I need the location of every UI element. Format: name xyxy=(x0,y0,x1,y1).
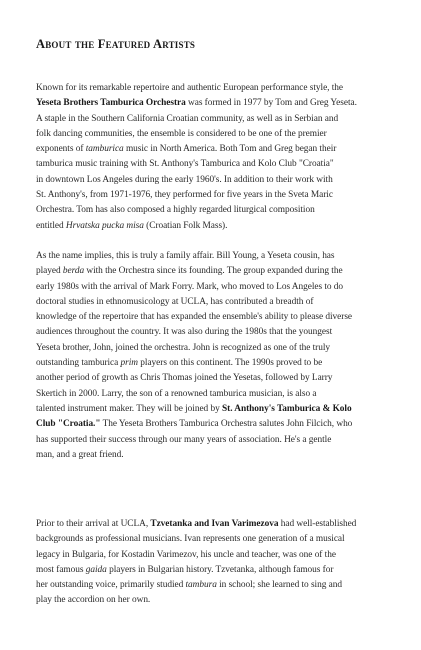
italic-text: gaida xyxy=(85,564,107,575)
text-run: Known for its remarkable repertoire and authentic European performance style, the xyxy=(36,83,344,93)
text-line xyxy=(36,142,397,157)
text-run: had well-established xyxy=(278,519,357,529)
text-line xyxy=(36,548,397,563)
text-line xyxy=(36,387,397,402)
text-run: Orchestra. Tom has also composed a highly regarded liturgical composition xyxy=(36,205,315,216)
text-line xyxy=(36,402,397,417)
text-line xyxy=(36,127,397,142)
text-line xyxy=(36,203,397,218)
text-run: with the Orchestra since its founding. The group expanded during the xyxy=(84,266,343,277)
text-line xyxy=(36,341,397,356)
text-run: her outstanding voice, primarily studied xyxy=(36,580,186,591)
text-line xyxy=(36,249,397,264)
text-line xyxy=(36,219,397,234)
text-run: man, and a great friend. xyxy=(36,449,124,460)
text-line xyxy=(36,264,397,279)
text-line xyxy=(36,325,397,340)
text-line xyxy=(36,188,397,203)
text-run: Skertich in 2000. Larry, the son of a renowned tamburica musician, is also a xyxy=(36,388,317,399)
text-run: music in North America. Both Tom and Greg began their xyxy=(123,144,337,155)
paragraph-varimezova xyxy=(36,517,397,609)
text-line xyxy=(36,532,397,547)
text-run: St. Anthony's, from 1971-1976, they performed for five years in the Sveta Maric xyxy=(36,190,333,201)
text-line xyxy=(36,157,397,172)
paragraph-family-affair xyxy=(36,249,397,463)
text-run: entitled xyxy=(36,220,66,231)
text-run: audiences throughout the country. It was also during the 1980s that the youngest xyxy=(36,327,333,338)
bold-text: Yeseta Brothers Tamburica Orchestra xyxy=(36,98,186,109)
text-run: in downtown Los Angeles during the early 1960's. In addition to their work with xyxy=(36,174,333,185)
text-line xyxy=(36,578,397,593)
text-run: (Croatian Folk Mass). xyxy=(143,220,228,231)
text-run: Yeseta brother, John, joined the orchestra. John is recognized as one of the truly xyxy=(36,342,331,353)
text-line xyxy=(36,280,397,295)
document-page xyxy=(36,36,397,606)
text-line xyxy=(36,356,397,371)
text-run: in school; she learned to sing and xyxy=(216,580,342,591)
text-run: early 1980s with the arrival of Mark Forry. Mark, who moved to Los Angeles to do xyxy=(36,281,344,292)
text-line xyxy=(36,448,397,463)
text-run: players on this continent. The 1990s proved to be xyxy=(138,358,323,369)
section-heading: About the Featured Artists xyxy=(36,37,196,51)
italic-text: prim xyxy=(120,358,138,369)
text-run: another period of growth as Chris Thomas joined the Yesetas, followed by Larry xyxy=(36,373,333,384)
text-run: has supported their success through our many years of association. He's a gentle xyxy=(36,434,332,445)
text-line xyxy=(36,371,397,386)
text-line xyxy=(36,517,397,532)
text-run: Prior to their arrival at UCLA, xyxy=(36,519,151,529)
text-run: most famous xyxy=(36,564,86,575)
text-run: tamburica music training with St. Anthony's Tamburica and Kolo Club "Croatia" xyxy=(36,159,334,170)
text-line xyxy=(36,433,397,448)
text-line xyxy=(36,563,397,578)
bold-text: St. Anthony's Tamburica & Kolo xyxy=(221,403,352,414)
text-run: folk dancing communities, the ensemble is considered to be one of the premier xyxy=(36,128,327,139)
text-run: was formed in 1977 by Tom and Greg Yeseta. xyxy=(185,98,357,109)
bold-text: Tzvetanka and Ivan Varimezova xyxy=(150,519,279,529)
text-line xyxy=(36,96,397,111)
text-line xyxy=(36,417,397,432)
text-line xyxy=(36,310,397,325)
text-run: doctoral studies in ethnomusicology at UCLA, has contributed a breadth of xyxy=(36,296,314,307)
text-run: play the accordion on her own. xyxy=(36,595,151,606)
text-line xyxy=(36,81,397,96)
text-line xyxy=(36,593,397,608)
italic-text: tamburica xyxy=(85,144,124,155)
text-line xyxy=(36,295,397,310)
text-line xyxy=(36,112,397,127)
italic-text: Hrvatska pucka misa xyxy=(65,220,144,231)
italic-text: berda xyxy=(62,266,85,277)
text-run: A staple in the Southern California Croatian community, as well as in Serbian and xyxy=(36,113,339,124)
italic-text: tambura xyxy=(185,580,217,591)
text-run: talented instrument maker. They will be joined by xyxy=(36,403,222,414)
text-line xyxy=(36,173,397,188)
text-run: The Yeseta Brothers Tamburica Orchestra salutes John Filcich, who xyxy=(100,419,353,430)
text-run: As the name implies, this is truly a family affair. Bill Young, a Yeseta cousin, has xyxy=(36,251,335,261)
text-run: played xyxy=(36,266,63,277)
text-run: outstanding tamburica xyxy=(36,358,121,369)
text-run: backgrounds as professional musicians. Ivan represents one generation of a musical xyxy=(36,534,345,545)
paragraph-artists-intro xyxy=(36,81,397,234)
bold-text: Club "Croatia." xyxy=(36,419,101,430)
text-run: knowledge of the repertoire that has expanded the ensemble's ability to please diverse xyxy=(36,312,352,323)
text-run: exponents of xyxy=(36,144,86,155)
text-run: players in Bulgarian history. Tzvetanka, although famous for xyxy=(106,564,334,575)
text-run: legacy in Bulgaria, for Kostadin Varimezov, his uncle and teacher, was one of the xyxy=(36,549,336,560)
